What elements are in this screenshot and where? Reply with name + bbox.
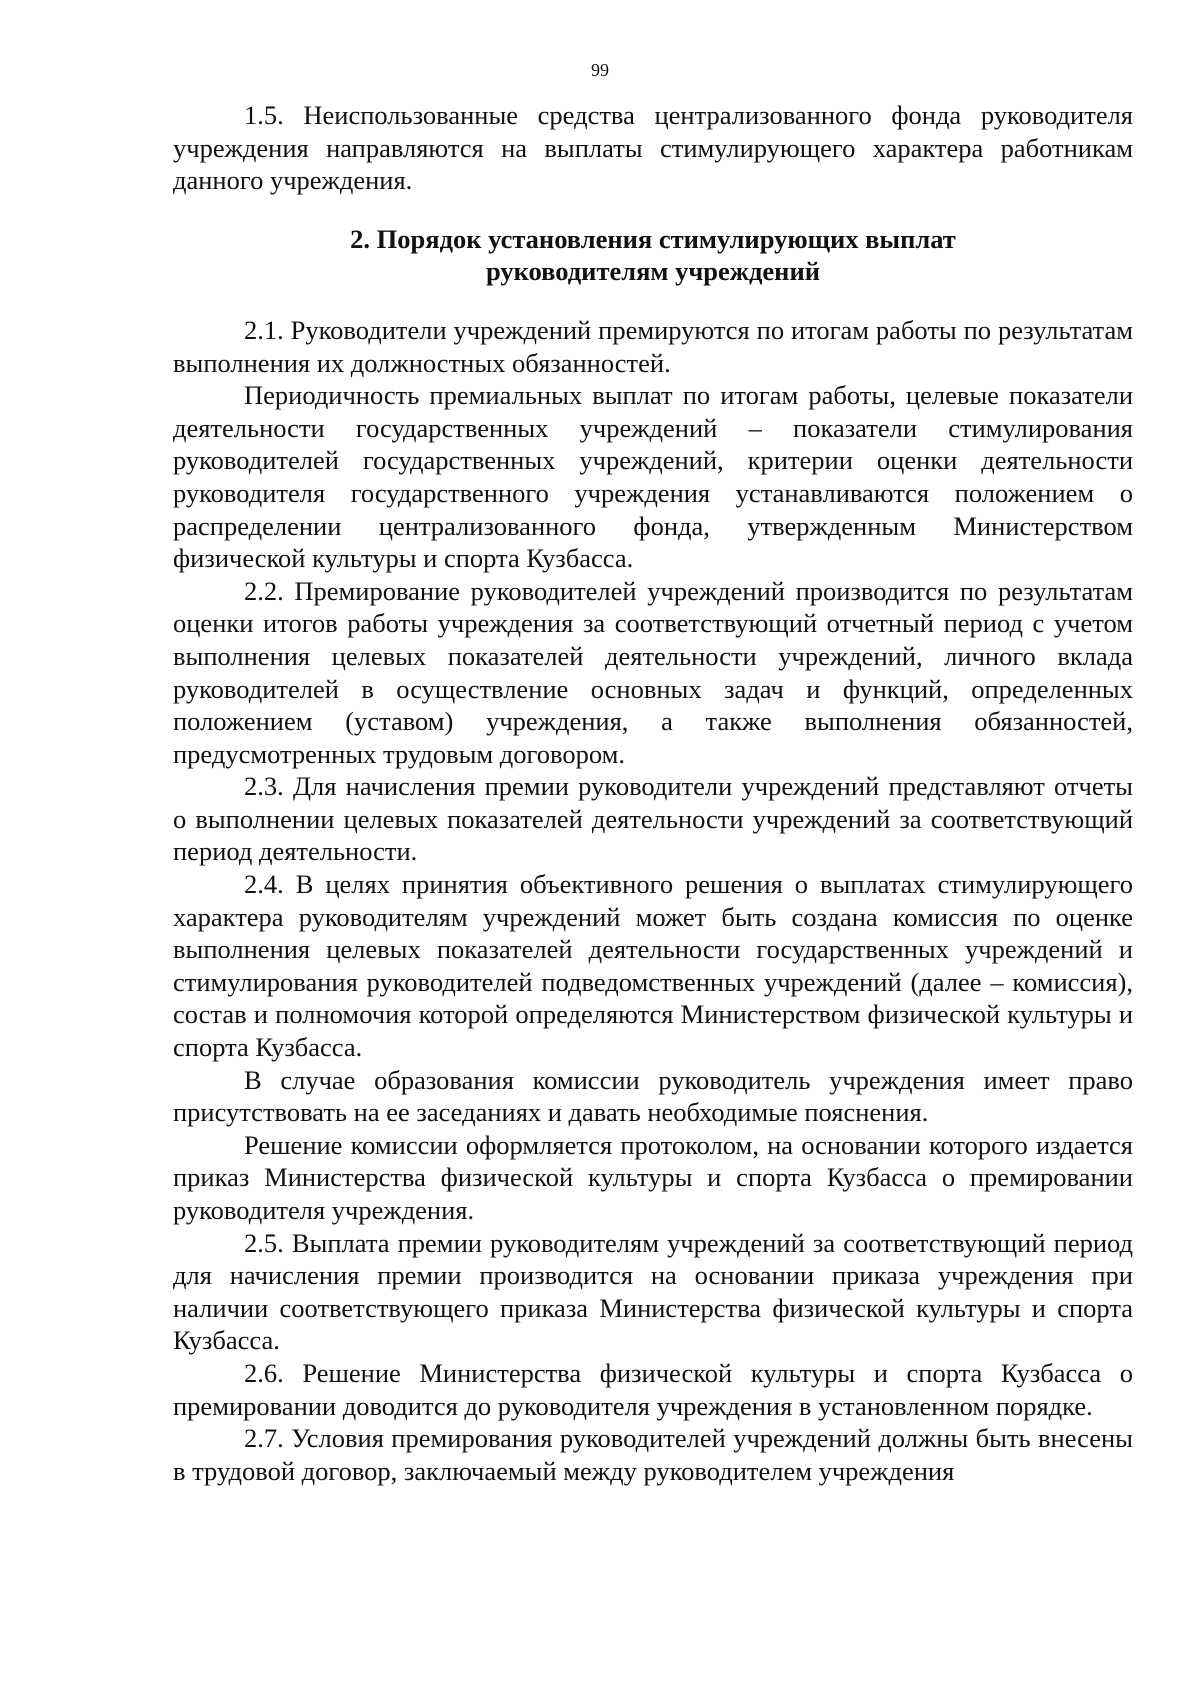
paragraph-commission-attendance: В случае образования комиссии руководитель учреждения имеет право присутствовать на ее заседаниях и давать необходимые пояснения. [173, 1064, 1133, 1128]
paragraph-2-4: 2.4. В целях принятия объективного решения о выплатах стимулирующего характера руководителям учреждений может быть создана комиссия по оценке выполнения целевых показателей деятельности государственных учреждений и стимулирования руководителей подведомственных учреждений (далее – комиссия), состав и полномочия которой определяются Министерством физической культуры и спорта Кузбасса. [173, 869, 1133, 1063]
paragraph-commission-decision: Решение комиссии оформляется протоколом, на основании которого издается приказ Министерства физической культуры и спорта Кузбасса о премировании руководителя учреждения. [173, 1129, 1133, 1225]
paragraph-2-1: 2.1. Руководители учреждений премируются по итогам работы по результатам выполнения их должностных обязанностей. [173, 314, 1133, 378]
page-number: 99 [591, 60, 609, 80]
paragraph-periodicity: Периодичность премиальных выплат по итогам работы, целевые показатели деятельности государственных учреждений – показатели стимулирования руководителей государственных учреждений, критерии оценки деятельности руководителя государственного учреждения устанавливаются положением о распределении централизованного фонда, утвержденным Министерством физической культуры и спорта Кузбасса. [173, 380, 1133, 574]
paragraph-2-2: 2.2. Премирование руководителей учреждений производится по результатам оценки итогов работы учреждения за соответствующий отчетный период с учетом выполнения целевых показателей деятельности учреждений, личного вклада руководителей в осуществление основных задач и функций, определенных положением (уставом) учреждения, а также выполнения обязанностей, предусмотренных трудовым договором. [173, 575, 1133, 769]
paragraph-2-3: 2.3. Для начисления премии руководители учреждений представляют отчеты о выполнении целевых показателей деятельности учреждений за соответствующий период деятельности. [173, 771, 1133, 867]
paragraph-1-5: 1.5. Неиспользованные средства централизованного фонда руководителя учреждения направляются на выплаты стимулирующего характера работникам данного учреждения. [173, 100, 1133, 196]
paragraph-2-7: 2.7. Условия премирования руководителей учреждений должны быть внесены в трудовой договор, заключаемый между руководителем учреждения [173, 1423, 1133, 1486]
section-heading-line-1: 2. Порядок установления стимулирующих выплат [350, 223, 956, 254]
paragraph-2-5: 2.5. Выплата премии руководителям учреждений за соответствующий период для начисления премии производится на основании приказа учреждения при наличии соответствующего приказа Министерства физической культуры и спорта Кузбасса. [173, 1227, 1133, 1356]
section-heading [173, 223, 1133, 288]
paragraph-2-6: 2.6. Решение Министерства физической культуры и спорта Кузбасса о премировании доводится до руководителя учреждения в установленном порядке. [173, 1357, 1133, 1421]
section-heading-line-2: руководителям учреждений [486, 256, 820, 287]
document-body [173, 99, 1133, 1487]
